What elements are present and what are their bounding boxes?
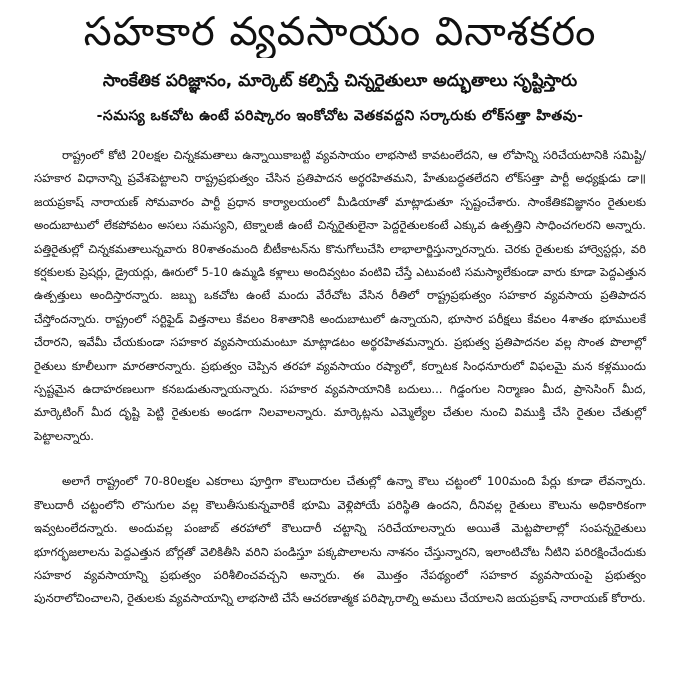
tagline: -సమస్య ఒకచోట ఉంటే పరిష్కారం ఇంకోచోట వెతకవద్దని సర్కారుకు లోక్‌సత్తా హితవు-: [96, 108, 584, 124]
article-body: [34, 144, 646, 611]
paragraph: రాష్ట్రంలో కోటి 20లక్షల చిన్నకమతాలు ఉన్నాయికాబట్టి వ్యవసాయం లాభసాటి కావటంలేదని, ఆ లోపాన్ని సరిచేయటానికి సమిష్టి/ సహకార విధానాన్ని ప్రవేశపెట్టాలని రాష్ట్రప్రభుత్వం చేసిన ప్రతిపాదన అర్థరహితమని, హేతుబద్ధతలేదని లోక్‌సత్తా పార్టీ అధ్యక్షుడు డా॥ జయప్రకాష్ నారాయణ్ సోమవారం పార్టీ ప్రధాన కార్యాలయంలో మీడియాతో మాట్లాడుతూ స్పష్టంచేశారు. సాంకేతికవిజ్ఞానం రైతులకు అందుబాటులో లేకపోవటం అసలు సమస్యని, టెక్నాలజీ ఉంటే చిన్నరైతులైనా పెద్దరైతులకంటే ఎక్కువ ఉత్పత్తిని సాధించగలరని అన్నారు. పత్తిరైతుల్లో చిన్నకమతాలున్నవారు 80శాతంమంది బీటీకాటన్‌ను కొనుగోలుచేసి లాభాలార్జిస్తున్నారన్నారు. చెరకు రైతులకు హార్వెస్టర్లు, వరి కర్షకులకు ప్రెషర్లు, డ్రైయర్లు, ఊరులో 5-10 ఉమ్మడి కళ్లాలు అందివ్వటం వంటివి చేస్తే ఎటువంటి సమస్యాలేకుండా వారు కూడా పెద్దఎత్తున ఉత్పత్తులు అందిస్తారన్నారు. జబ్బు ఒకచోట ఉంటే మందు వేరేచోట వేసిన రీతిలో రాష్ట్రప్రభుత్వం సహకార వ్యవసాయ ప్రతిపాదన చేస్తోందన్నారు. రాష్ట్రంలో సర్టిఫైడ్ విత్తనాలు కేవలం 8శాతానికి అందుబాటులో ఉన్నాయని, భూసార పరీక్షలు కేవలం 4శాతం భూములకే చేరారని, ఇవేమీ చేయకుండా సహకార వ్యవసాయమంటూ మాట్లాడటం అర్థరహితమన్నారు. ప్రభుత్వ ప్రతిపాదనల వల్ల సొంత పొలాల్లో రైతులు కూలీలుగా మారతారన్నారు. ప్రభుత్వం చెప్పిన తరహా వ్యవసాయం రష్యాలో, కర్నాటక సింధనూరులో విఫలమై మన కళ్లముందు స్పష్టమైన ఉదాహరణలుగా కనబడుతున్నాయన్నారు. సహకార వ్యవసాయానికి బదులు... గిడ్డంగుల నిర్మాణం మీద, ప్రాసెసింగ్ మీద, మార్కెటింగ్ మీద దృష్టి పెట్టి రైతులకు అండగా నిలవాలన్నారు. మార్కెట్లను ఎమ్మెల్యేల చేతుల నుంచి విముక్తి చేసి రైతుల చేతుల్లో పెట్టాలన్నారు.: [34, 148, 646, 443]
subheadline: సాంకేతిక పరిజ్ఞానం, మార్కెట్ కల్పిస్తే చిన్నరైతులూ అద్భుతాలు సృష్టిస్తారు: [102, 71, 578, 91]
headline: సహకార వ్యవసాయం వినాశకరం: [83, 9, 597, 55]
paragraph: అలాగే రాష్ట్రంలో 70-80లక్షల ఎకరాలు పూర్తిగా కౌలుదారుల చేతుల్లో ఉన్నా కౌలు చట్టంలో 100మంది పేర్లు కూడా లేవన్నారు. కౌలుదారీ చట్టంలోని లొసుగుల వల్ల కౌలుతీసుకున్నవారికే భూమి వెళ్లిపోయే పరిస్థితి ఉందని, దీనివల్ల రైతులు కౌలును అధికారికంగా ఇవ్వటంలేదన్నారు. అందువల్ల పంజాబ్ తరహాలో కౌలుదారీ చట్టాన్ని సరిచేయాలన్నారు అయితే మెట్టపొలాల్లో సంపన్నరైతులు భూగర్భజలాలను పెద్దఎత్తున బోర్లతో వెలికితీసి వరిని పండిస్తూ పక్కపొలాలను నాశనం చేస్తున్నారని, ఇలాంటిచోట నీటిని పరిరక్షించేందుకు సహకార వ్యవసాయాన్ని ప్రభుత్వం పరిశీలించవచ్చని అన్నారు. ఈ మొత్తం నేపథ్యంలో సహకార వ్యవసాయంపై ప్రభుత్వం పునరాలోచించాలని, రైతులకు వ్యవసాయాన్ని లాభసాటి చేసే ఆచరణాత్మక పరిష్కారాల్ని అమలు చేయాలని జయప్రకాష్ నారాయణ్ కోరారు.: [34, 474, 646, 606]
